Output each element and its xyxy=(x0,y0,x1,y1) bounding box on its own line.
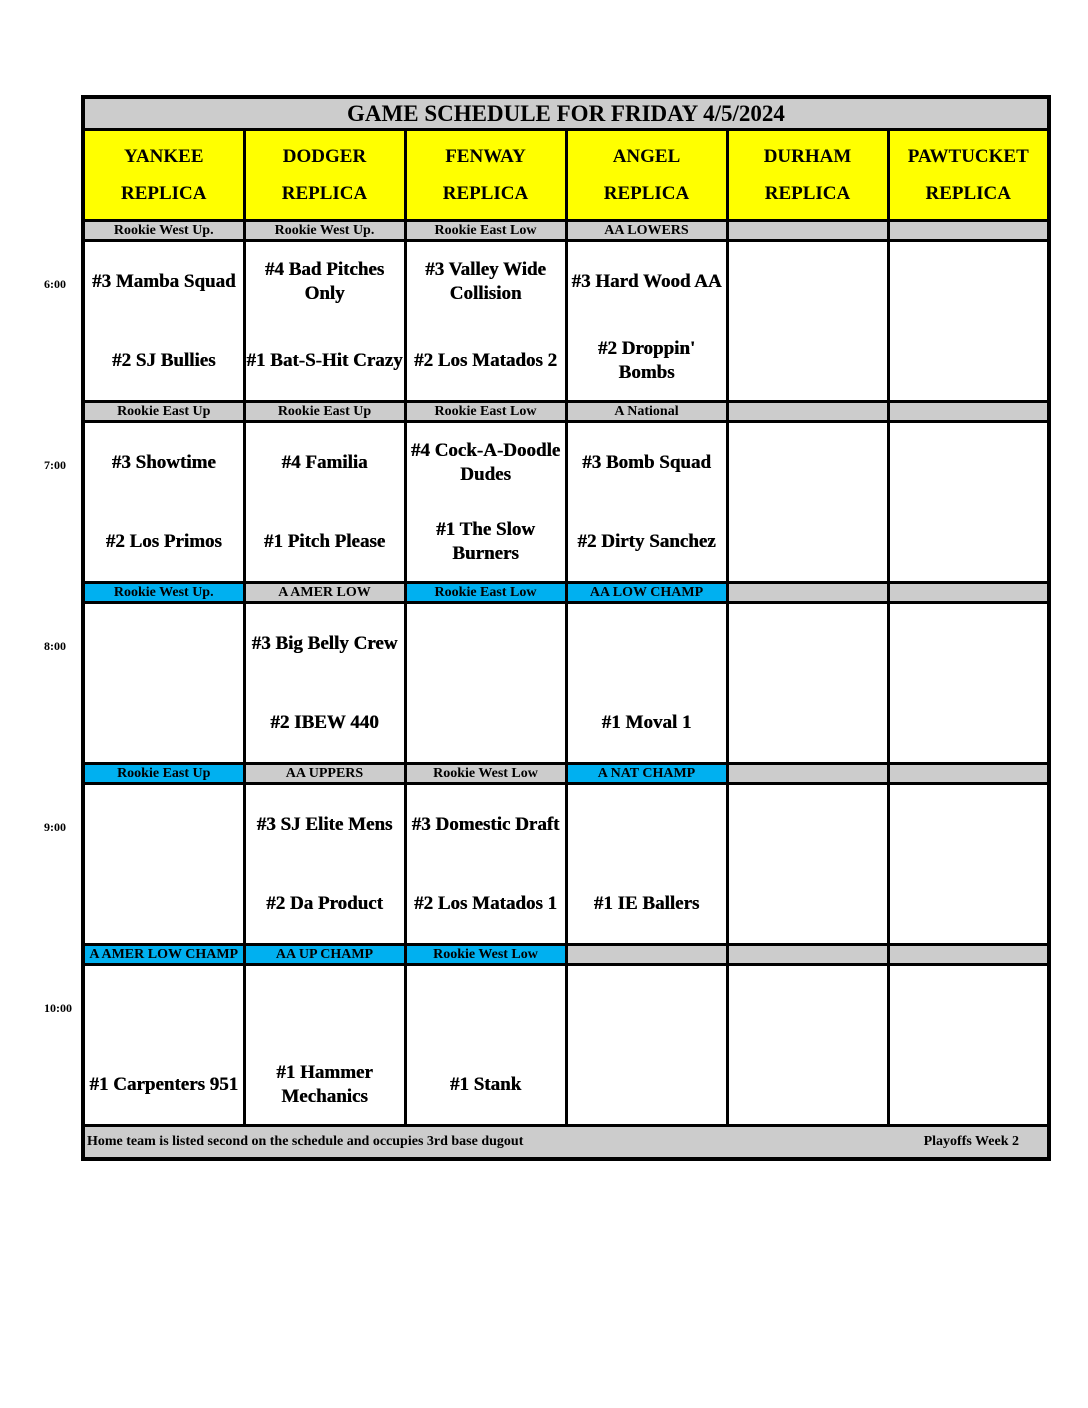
field-subtitle: REPLICA xyxy=(281,183,368,204)
home-team xyxy=(729,683,887,762)
game-cell xyxy=(727,241,888,402)
away-team xyxy=(729,604,887,683)
division-label: Rookie West Low xyxy=(405,945,566,965)
footer-bar xyxy=(83,1126,1049,1160)
division-label xyxy=(888,583,1049,603)
home-team: #2 Los Primos xyxy=(105,530,222,552)
game-cell xyxy=(566,241,727,402)
field-name: ANGEL xyxy=(612,146,681,167)
game-cell xyxy=(888,784,1049,945)
game-cell xyxy=(566,603,727,764)
away-team xyxy=(729,242,887,321)
home-team xyxy=(890,683,1048,762)
field-name: DODGER xyxy=(282,146,367,167)
game-cell xyxy=(405,965,566,1126)
home-team: #2 Dirty Sanchez xyxy=(577,530,716,552)
field-header-yankee xyxy=(83,130,244,221)
home-team: #1 Carpenters 951 xyxy=(89,1073,239,1095)
field-header-pawtucket xyxy=(888,130,1049,221)
away-team xyxy=(890,785,1048,864)
home-team xyxy=(568,1045,726,1124)
field-name: YANKEE xyxy=(123,146,204,167)
division-row xyxy=(83,583,1049,603)
away-team xyxy=(568,604,726,683)
away-team xyxy=(568,966,726,1045)
field-name: DURHAM xyxy=(763,146,852,167)
home-team xyxy=(729,1045,887,1124)
game-cell xyxy=(566,422,727,583)
division-label: AA UPPERS xyxy=(244,764,405,784)
division-label: AA UP CHAMP xyxy=(244,945,405,965)
division-label xyxy=(727,221,888,241)
field-header-angel xyxy=(566,130,727,221)
away-team xyxy=(568,785,726,864)
division-label: Rookie East Up xyxy=(83,402,244,422)
division-label xyxy=(888,764,1049,784)
home-team: #2 Los Matados 2 xyxy=(413,349,558,371)
division-label xyxy=(727,945,888,965)
footer-note: Home team is listed second on the schedule and occupies 3rd base dugout xyxy=(87,1134,524,1149)
game-row xyxy=(83,422,1049,583)
division-label: A AMER LOW CHAMP xyxy=(83,945,244,965)
away-team: #3 Valley Wide Collision xyxy=(425,258,546,304)
away-team: #3 Bomb Squad xyxy=(582,451,711,473)
game-cell xyxy=(727,965,888,1126)
division-label: A NAT CHAMP xyxy=(566,764,727,784)
game-cell xyxy=(405,603,566,764)
time-label: 6:00 xyxy=(44,276,66,291)
home-team: #2 SJ Bullies xyxy=(112,349,216,371)
away-team: #3 Hard Wood AA xyxy=(571,270,722,292)
division-label xyxy=(888,221,1049,241)
division-label: Rookie East Up xyxy=(83,764,244,784)
home-team: #2 Droppin' Bombs xyxy=(597,337,696,383)
game-cell xyxy=(566,965,727,1126)
division-label: Rookie West Low xyxy=(405,764,566,784)
home-team: #2 Los Matados 1 xyxy=(413,892,558,914)
division-label xyxy=(888,402,1049,422)
game-cell xyxy=(727,784,888,945)
game-cell xyxy=(405,422,566,583)
away-team xyxy=(246,966,404,1045)
home-team: #1 Pitch Please xyxy=(263,530,386,552)
field-subtitle: REPLICA xyxy=(603,183,690,204)
page-title: GAME SCHEDULE FOR FRIDAY 4/5/2024 xyxy=(83,97,1049,130)
game-cell xyxy=(888,603,1049,764)
away-team: #3 Domestic Draft xyxy=(411,813,560,835)
division-label: A AMER LOW xyxy=(244,583,405,603)
division-label: Rookie West Up. xyxy=(244,221,405,241)
game-cell xyxy=(83,422,244,583)
field-subtitle: REPLICA xyxy=(925,183,1011,204)
home-team xyxy=(890,1045,1048,1124)
game-cell xyxy=(727,603,888,764)
home-team xyxy=(85,683,243,762)
game-cell xyxy=(83,965,244,1126)
away-team: #3 SJ Elite Mens xyxy=(256,813,393,835)
division-row xyxy=(83,221,1049,241)
game-cell xyxy=(405,784,566,945)
game-cell xyxy=(727,422,888,583)
division-label xyxy=(727,583,888,603)
division-label: A National xyxy=(566,402,727,422)
home-team: #2 IBEW 440 xyxy=(270,711,379,733)
away-team xyxy=(85,604,243,683)
away-team xyxy=(890,966,1048,1045)
field-subtitle: REPLICA xyxy=(442,183,529,204)
away-team xyxy=(890,604,1048,683)
field-header-durham xyxy=(727,130,888,221)
away-team: #3 Mamba Squad xyxy=(91,270,236,292)
division-label xyxy=(566,945,727,965)
game-row xyxy=(83,965,1049,1126)
division-label: AA LOW CHAMP xyxy=(566,583,727,603)
game-cell xyxy=(83,784,244,945)
game-cell xyxy=(83,603,244,764)
division-row xyxy=(83,945,1049,965)
home-team: #1 Hammer Mechanics xyxy=(276,1061,373,1107)
away-team xyxy=(85,966,243,1045)
game-cell xyxy=(83,241,244,402)
division-label: AA LOWERS xyxy=(566,221,727,241)
division-label xyxy=(727,764,888,784)
game-cell xyxy=(244,784,405,945)
game-cell xyxy=(244,965,405,1126)
division-label xyxy=(888,945,1049,965)
time-label: 7:00 xyxy=(44,457,66,472)
away-team: #3 Showtime xyxy=(111,451,216,473)
away-team xyxy=(890,242,1048,321)
game-cell xyxy=(244,603,405,764)
away-team xyxy=(890,423,1048,502)
division-label: Rookie West Up. xyxy=(83,221,244,241)
division-label: Rookie West Up. xyxy=(83,583,244,603)
footer-week: Playoffs Week 2 xyxy=(923,1134,1019,1149)
schedule-table xyxy=(81,95,1051,1161)
field-header-dodger xyxy=(244,130,405,221)
game-row xyxy=(83,241,1049,402)
home-team xyxy=(890,321,1048,400)
field-subtitle: REPLICA xyxy=(764,183,851,204)
division-label: Rookie East Low xyxy=(405,583,566,603)
home-team xyxy=(890,502,1048,581)
division-row xyxy=(83,402,1049,422)
game-cell xyxy=(566,784,727,945)
away-team xyxy=(85,785,243,864)
home-team: #1 Bat-S-Hit Crazy xyxy=(246,349,403,371)
game-cell xyxy=(244,241,405,402)
time-label: 8:00 xyxy=(44,638,66,653)
game-cell xyxy=(888,965,1049,1126)
home-team xyxy=(729,864,887,943)
away-team xyxy=(407,604,565,683)
home-team xyxy=(407,683,565,762)
field-name: PAWTUCKET xyxy=(907,146,1029,167)
away-team xyxy=(729,785,887,864)
game-row xyxy=(83,603,1049,764)
division-label: Rookie East Low xyxy=(405,221,566,241)
home-team xyxy=(85,864,243,943)
field-name: FENWAY xyxy=(445,146,526,167)
home-team xyxy=(729,321,887,400)
home-team xyxy=(890,864,1048,943)
home-team: #2 Da Product xyxy=(266,892,383,914)
home-team: #1 Moval 1 xyxy=(601,711,692,733)
home-team xyxy=(729,502,887,581)
away-team: #4 Cock-A-Doodle Dudes xyxy=(410,439,561,485)
home-team: #1 Stank xyxy=(449,1073,522,1095)
away-team: #4 Familia xyxy=(281,451,368,473)
division-label xyxy=(727,402,888,422)
field-header-fenway xyxy=(405,130,566,221)
game-cell xyxy=(888,241,1049,402)
division-row xyxy=(83,764,1049,784)
game-row xyxy=(83,784,1049,945)
away-team xyxy=(729,423,887,502)
game-cell xyxy=(888,422,1049,583)
away-team xyxy=(729,966,887,1045)
home-team: #1 The Slow Burners xyxy=(436,518,535,564)
away-team: #4 Bad Pitches Only xyxy=(264,258,385,304)
game-cell xyxy=(405,241,566,402)
game-cell xyxy=(244,422,405,583)
field-subtitle: REPLICA xyxy=(120,183,207,204)
home-team: #1 IE Ballers xyxy=(593,892,700,914)
time-label: 9:00 xyxy=(44,819,66,834)
time-label: 10:00 xyxy=(44,1000,72,1015)
away-team xyxy=(407,966,565,1045)
division-label: Rookie East Low xyxy=(405,402,566,422)
division-label: Rookie East Up xyxy=(244,402,405,422)
away-team: #3 Big Belly Crew xyxy=(251,632,398,654)
